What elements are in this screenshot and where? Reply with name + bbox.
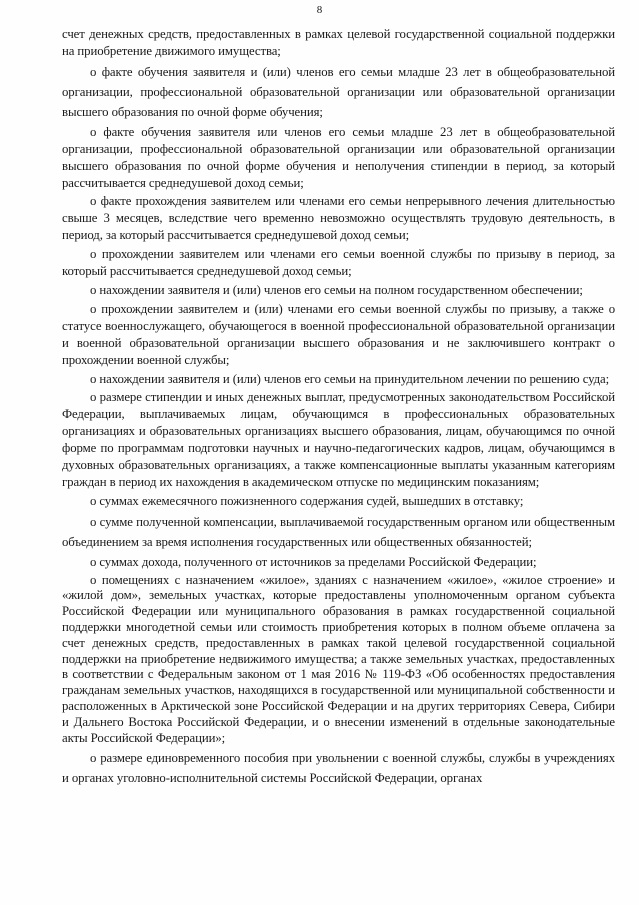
paragraph: о прохождении заявителем или членами его семьи военной службы по призыву в период, за который рассчитывается среднедушевой доход семьи;: [62, 247, 615, 279]
paragraph: о факте прохождения заявителем или членами его семьи непрерывного лечения длительностью свыше 3 месяцев, вследствие чего временно невозможно осуществлять трудовую деятельность, в период, за который рассчитывается среднедушевой доход семьи;: [62, 194, 615, 243]
paragraph: о прохождении заявителем и (или) членами его семьи военной службы по призыву, а также о статусе военнослужащего, обучающегося в военной профессиональной образовательной организации и военной образовательной организации высшего образования и не заключившего контракт о прохождении военной службы;: [62, 301, 615, 367]
paragraph: о нахождении заявителя и (или) членов его семьи на полном государственном обеспечении;: [90, 282, 583, 297]
paragraph: о нахождении заявителя и (или) членов его семьи на принудительном лечении по решению суда;: [90, 371, 610, 386]
paragraph: о суммах дохода, полученного от источников за пределами Российской Федерации;: [90, 554, 537, 569]
paragraph: о размере стипендии и иных денежных выплат, предусмотренных законодательством Российской Федерации, выплачиваемых лицам, обучающимся в профессиональных образовательных организациях и образовательных организациях высшего образования, лицам, обучающимся по очной форме по программам подготовки научных и научно-педагогических кадров, лицам, обучающимся в духовных образовательных организациях, а также компенсационные выплаты указанным категориям граждан в период их нахождения в академическом отпуске по медицинским показаниям;: [62, 390, 615, 489]
document-body: [62, 26, 615, 790]
paragraph: о факте обучения заявителя и (или) членов его семьи младше 23 лет в общеобразовательной организации, профессиональной образовательной организации или образовательной организации высшего образования по очной форме обучения;: [62, 64, 615, 119]
paragraph: о помещениях с назначением «жилое», зданиях с назначением «жилое», «жилое строение» и «жилой дом», земельных участках, которые предоставлены уполномоченным органом субъекта Российской Федерации или муниципального образования в рамках государственной социальной поддержки многодетной семьи или стоимость приобретения которых в полном объеме оплачена за счет денежных средств, предоставленных в рамках такой целевой государственной социальной поддержки на приобретение недвижимого имущества; а также земельных участках, предоставленных в соответствии с Федеральным законом от 1 мая 2016 № 119-ФЗ «Об особенностях предоставления гражданам земельных участков, находящихся в государственной или муниципальной собственности и расположенных в Арктической зоне Российской Федерации и на других территориях Севера, Сибири и Дальнего Востока Российской Федерации, и о внесении изменений в отдельные законодательные акты Российской Федерации»;: [62, 572, 615, 745]
paragraph: о факте обучения заявителя или членов его семьи младше 23 лет в общеобразовательной организации, профессиональной образовательной организации или образовательной организации высшего образования по очной форме обучения и неполучения стипендии в период, за который рассчитывается среднедушевой доход семьи;: [62, 124, 615, 190]
paragraph: о размере единовременного пособия при увольнении с военной службы, службы в учреждениях и органах уголовно-исполнительной системы Российской Федерации, органах: [62, 751, 615, 786]
page-number: 8: [316, 4, 323, 16]
paragraph: о суммах ежемесячного пожизненного содержания судей, вышедших в отставку;: [90, 493, 524, 508]
paragraph: о сумме полученной компенсации, выплачиваемой государственным органом или общественным объединением за время исполнения государственных или общественных обязанностей;: [62, 514, 615, 549]
paragraph: счет денежных средств, предоставленных в рамках целевой государственной социальной поддержки на приобретение движимого имущества;: [62, 27, 615, 58]
